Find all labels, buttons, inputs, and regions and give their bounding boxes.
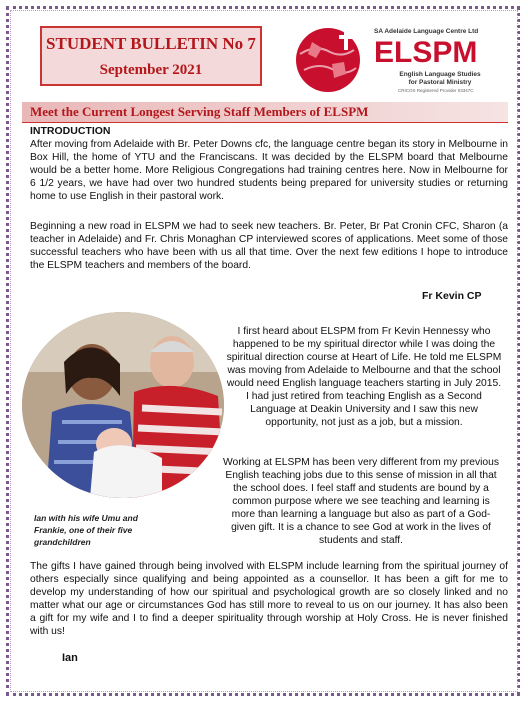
- photo-caption: Ian with his wife Umu and Frankie, one of their five grandchildren: [34, 513, 138, 547]
- globe-cross-icon: [286, 24, 376, 94]
- logo-org-line: SA Adelaide Language Centre Ltd: [374, 28, 479, 35]
- intro-heading: INTRODUCTION: [30, 125, 111, 137]
- bulletin-title: STUDENT BULLETIN No 7: [46, 34, 256, 53]
- logo-subtitle-1: English Language Studies: [399, 71, 481, 78]
- feature-paragraph-2: Working at ELSPM has been very different from my previous English teaching jobs due to this sense of mission in all that the school does. I feel staff and students are bound by a common purpose where we see teaching and learning is more than learning a language but also as part of a God-given gift. It is a chance to see God at work in the lives of students and staff.: [222, 457, 500, 546]
- bulletin-date: September 2021: [99, 62, 203, 78]
- intro-paragraph-2: Beginning a new road in ELSPM we had to seek new teachers. Br. Peter, Br Pat Cronin CFC, Sharon (a teacher in Adelaide) and Fr. Chris Monaghan CP interviewed scores of applications. Meet some of those successful teachers who have been with us all that time. Over the next few editions I hope to introduce the ELSPM teachers and members of the board.: [30, 221, 508, 271]
- intro-paragraph-1: After moving from Adelaide with Br. Peter Downs cfc, the language centre began its story in Melbourne in Box Hill, the home of YTU and the Franciscans. It was decided by the ELSPM board that Melbourne would be a better home. More Religious Congregations had training centres here. Now in Melbourne for 6 1/2 years, we have had over two hundred students being prepared for university studies or returning home to use English in their pastoral work.: [30, 139, 508, 202]
- family-photo: [22, 312, 224, 498]
- section-banner-text: Meet the Current Longest Serving Staff Members of ELSPM: [30, 104, 369, 119]
- elspm-logo: [286, 24, 500, 94]
- logo-cricos: CRICOS Registered Provider 03347C: [398, 88, 474, 93]
- feature-paragraph-3: The gifts I have gained through being involved with ELSPM include learning from the spiritual journey of others especially since qualifying and being appointed as a counsellor. It has been a gift for me to develop my understanding of how our spiritual and psychological growth are so closely linked and no matter what our age or circumstances God has still more to reveal to us on our journey. It has also been a gift for my wife and I to find a deeper spirituality through worship at Holy Cross. He is never finished with us!: [30, 561, 508, 637]
- logo-subtitle-2: for Pastoral Ministry: [408, 79, 472, 86]
- signature-ian: Ian: [62, 652, 78, 664]
- logo-brand: ELSPM: [374, 36, 478, 69]
- signature-kevin: Fr Kevin CP: [422, 290, 482, 302]
- section-banner: [22, 102, 508, 123]
- feature-paragraph-1: I first heard about ELSPM from Fr Kevin Hennessy who happened to be my spiritual director while I was doing the spiritual direction course at Heart of Life. He told me ELSPM was moving from Adelaide to Melbourne and that the school would need English language teachers starting in July 2015. I had just retired from teaching English as a Second Language at Deakin University and I saw this new opportunity, not just as a job, but a mission.: [226, 326, 502, 428]
- bulletin-title-box: [40, 26, 262, 86]
